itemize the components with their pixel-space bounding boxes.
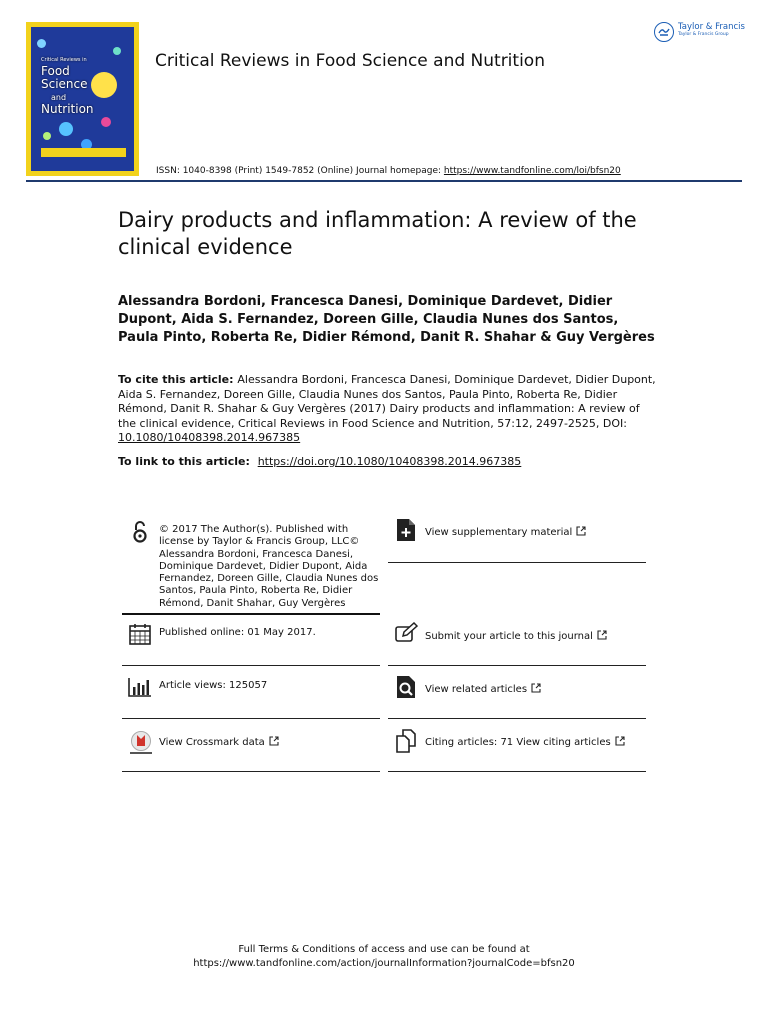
publisher-group: Taylor & Francis Group	[678, 32, 729, 37]
publisher-logo[interactable]	[654, 22, 745, 42]
taylor-francis-icon	[654, 22, 674, 42]
cover-band	[41, 148, 126, 157]
citation-block	[118, 373, 658, 446]
citing-cell[interactable]	[388, 729, 646, 769]
footer	[0, 943, 768, 971]
divider	[122, 613, 380, 615]
external-link-icon	[597, 630, 607, 640]
issn-line	[156, 166, 621, 176]
divider	[122, 718, 380, 719]
journal-cover-image	[26, 22, 139, 176]
cover-small-title: Critical Reviews in	[41, 57, 87, 63]
cover-word-science: Science	[41, 77, 88, 91]
divider	[388, 771, 646, 772]
article-doi-link[interactable]: https://doi.org/10.1080/10408398.2014.967385	[257, 455, 522, 468]
cover-word-food: Food	[41, 64, 70, 78]
license-text: © 2017 The Author(s). Published with license by Taylor & Francis Group, LLC© Alessandra Bordoni, Francesca Danesi, Dominique Dardevet, Didier Dupont, Aida Fernandez, Doreen Gille, Claudia Nunes dos Santos, Paula Pinto, Roberta Re, Didier Rémond, Danit Shahar, Guy Vergères	[159, 524, 379, 609]
cite-text: Alessandra Bordoni, Francesca Danesi, Dominique Dardevet, Didier Dupont, Aida S. Fernandez, Doreen Gille, Claudia Nunes dos Santos, Paula Pinto, Roberta Re, Didier Rémond, Danit R. Shahar & Guy Vergères (2017) Dairy products and inflammation: A review of the clinical evidence, Critical Reviews in Food Science and Nutrition, 57:12, 2497-2525, DOI:	[118, 373, 656, 430]
article-authors: Alessandra Bordoni, Francesca Danesi, Dominique Dardevet, Didier Dupont, Aida S. Fernandez, Doreen Gille, Claudia Nunes dos Santos, Paula Pinto, Roberta Re, Didier Rémond, Danit R. Shahar & Guy Vergères	[118, 294, 655, 345]
journal-title: Critical Reviews in Food Science and Nutrition	[155, 51, 545, 71]
citing-label: Citing articles: 71 View citing articles	[425, 737, 611, 748]
cite-label: To cite this article:	[118, 373, 238, 386]
divider	[122, 771, 380, 772]
link-label: To link to this article:	[118, 455, 254, 468]
link-block	[118, 455, 521, 468]
cover-word-nutrition: Nutrition	[41, 102, 94, 116]
supplementary-cell[interactable]	[388, 518, 646, 558]
external-link-icon	[615, 736, 625, 746]
issn-text: ISSN: 1040-8398 (Print) 1549-7852 (Online) Journal homepage:	[156, 166, 444, 176]
bar-chart-icon	[128, 675, 152, 699]
supplementary-link[interactable]	[425, 526, 586, 539]
published-date: Published online: 01 May 2017.	[159, 627, 316, 638]
divider	[122, 665, 380, 666]
submit-cell[interactable]	[388, 622, 646, 662]
search-file-icon	[394, 675, 418, 699]
header-rule	[26, 180, 742, 182]
edit-icon	[394, 622, 418, 646]
external-link-icon	[531, 683, 541, 693]
views-cell	[122, 675, 380, 715]
submit-label: Submit your article to this journal	[425, 631, 593, 642]
publisher-name: Taylor & Francis	[678, 22, 745, 32]
published-cell	[122, 622, 380, 662]
footer-terms-link[interactable]: https://www.tandfonline.com/action/journalInformation?journalCode=bfsn20	[193, 958, 575, 969]
license-cell	[122, 520, 380, 610]
cite-doi-link[interactable]: 10.1080/10408398.2014.967385	[118, 431, 301, 444]
calendar-icon	[128, 622, 152, 646]
related-cell[interactable]	[388, 675, 646, 715]
open-access-icon	[128, 520, 152, 544]
article-views: Article views: 125057	[159, 680, 268, 691]
submit-article-link[interactable]	[425, 630, 607, 643]
divider	[388, 665, 646, 666]
crossmark-icon	[128, 730, 152, 754]
citing-articles-icon	[394, 729, 418, 753]
divider	[388, 562, 646, 563]
citing-articles-link[interactable]	[425, 736, 625, 749]
cover-word-and: and	[51, 93, 67, 102]
external-link-icon	[576, 526, 586, 536]
journal-homepage-link[interactable]: https://www.tandfonline.com/loi/bfsn20	[443, 166, 621, 176]
related-label: View related articles	[425, 684, 528, 695]
supplementary-label: View supplementary material	[425, 527, 573, 538]
divider	[388, 718, 646, 719]
external-link-icon	[269, 736, 279, 746]
crossmark-link[interactable]	[159, 736, 279, 749]
crossmark-cell[interactable]	[122, 730, 380, 770]
add-file-icon	[394, 518, 418, 542]
crossmark-label: View Crossmark data	[159, 737, 265, 748]
related-articles-link[interactable]	[425, 683, 541, 696]
footer-terms-text: Full Terms & Conditions of access and use can be found at	[238, 944, 530, 955]
article-title: Dairy products and inflammation: A review of the clinical evidence	[118, 208, 637, 259]
